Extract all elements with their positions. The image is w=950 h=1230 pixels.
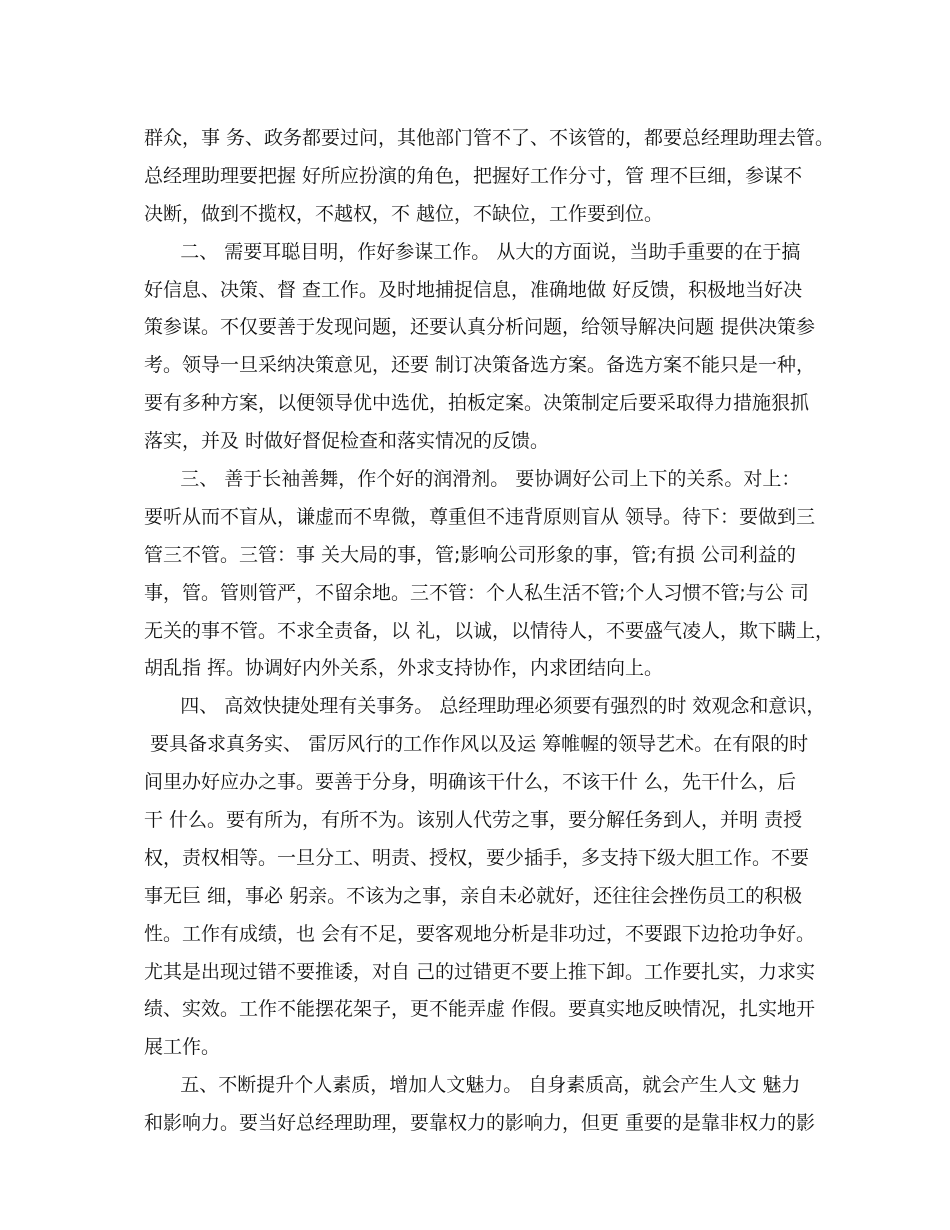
text-line: 无关的事不管。不求全责备，以 礼，以诚，以情待人，不要盛气凌人，欺下瞒上， [144,619,835,642]
text-line: 事无巨 细，事必 躬亲。不该为之事，亲自未必就好，还往往会挫伤员工的积极 [144,884,803,907]
text-line: 间里办好应办之事。要善于分身，明确该干什么，不该干什 么，先干什么，后 [144,771,797,794]
text-line: 事，管。管则管严，不留余地。三不管：个人私生活不管;个人习惯不管;与公 司 [144,581,809,604]
text-line: 三、 善于长袖善舞，作个好的润滑剂。 要协调好公司上下的关系。对上： [144,468,801,491]
text-line: 尤其是出现过错不要推诿，对自 己的过错更不要上推下卸。工作要扎实，力求实 [144,960,816,983]
text-line: 权，责权相等。一旦分工、明责、授权，要少插手，多支持下级大胆工作。不要 [144,846,810,869]
text-line: 五、不断提升个人素质，增加人文魅力。 自身素质高，就会产生人文 魅力 [144,1074,801,1097]
text-line: 要具备求真务实、 雷厉风行的工作作风以及运 筹帷幄的领导艺术。在有限的时 [144,733,809,756]
text-line: 和影响力。要当好总经理助理，要靠权力的影响力，但更 重要的是靠非权力的影 [144,1112,816,1135]
text-line: 四、 高效快捷处理有关事务。 总经理助理必须要有强烈的时 效观念和意识， [144,695,826,718]
text-line: 策参谋。不仅要善于发现问题，还要认真分析问题，给领导解决问题 提供决策参 [144,316,816,339]
text-line: 决断，做到不揽权，不越权，不 越位，不缺位，工作要到位。 [144,202,664,225]
text-line: 总经理助理要把握 好所应扮演的角色，把握好工作分寸，管 理不巨细，参谋不 [144,164,803,187]
text-line: 二、 需要耳聪目明，作好参谋工作。 从大的方面说，当助手重要的在于搞 [144,240,801,263]
text-line: 要有多种方案，以便领导优中选优，拍板定案。决策制定后要采取得力措施狠抓 [144,392,810,415]
body-text [144,120,835,1143]
text-line: 胡乱指 挥。协调好内外关系，外求支持协作，内求团结向上。 [144,657,664,680]
text-line: 干 什么。要有所为，有所不为。该别人代劳之事，要分解任务到人，并明 责授 [144,809,803,832]
text-line: 管三不管。三管：事 关大局的事，管;影响公司形象的事，管;有损 公司利益的 [144,543,796,566]
text-line: 要听从而不盲从，谦虚而不卑微，尊重但不违背原则盲从 领导。待下：要做到三 [144,505,816,528]
text-line: 展工作。 [144,1036,221,1059]
text-line: 绩、实效。工作不能摆花架子，更不能弄虚 作假。要真实地反映情况，扎实地开 [144,998,816,1021]
text-line: 考。领导一旦采纳决策意见，还要 制订决策备选方案。备选方案不能只是一种， [144,354,816,377]
text-line: 性。工作有成绩，也 会有不足，要客观地分析是非功过，不要跟下边抢功争好。 [144,922,816,945]
text-line: 落实，并及 时做好督促检查和落实情况的反馈。 [144,430,550,453]
text-line: 好信息、决策、督 查工作。及时地捕捉信息，准确地做 好反馈，积极地当好决 [144,278,803,301]
text-line: 群众，事 务、政务都要过问，其他部门管不了、不该管的，都要总经理助理去管。 [144,127,835,149]
